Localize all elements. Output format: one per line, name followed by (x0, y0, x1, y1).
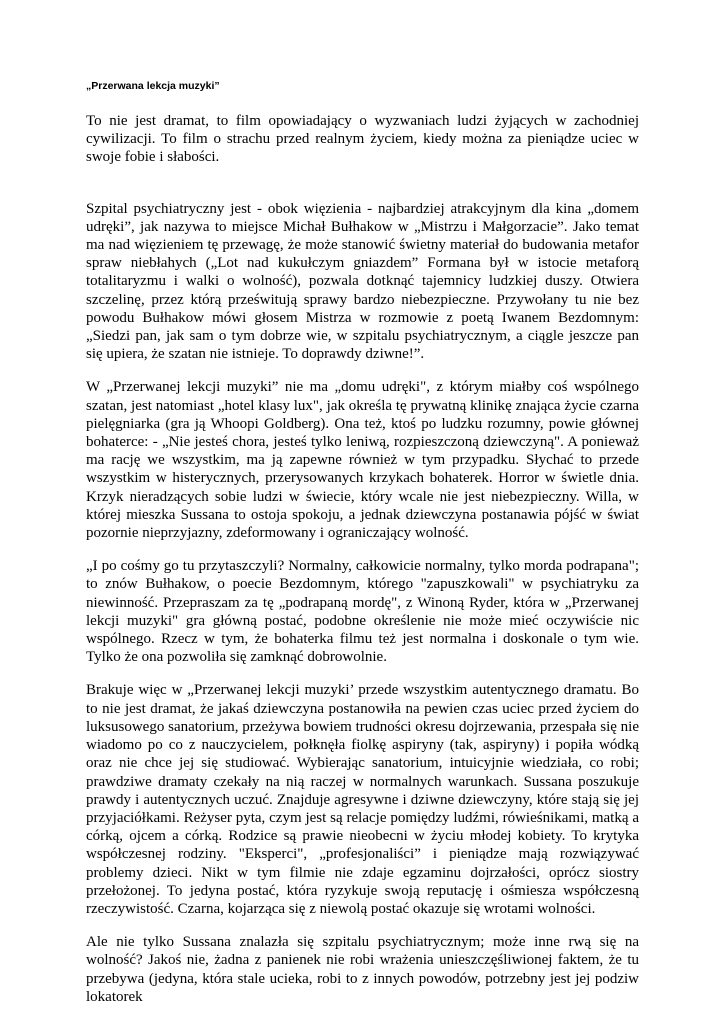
paragraph-3: W „Przerwanej lekcji muzyki” nie ma „domu udręki", z którym miałby coś wspólnego szatan, jest natomiast „hotel klasy lux", jak określa tę prywatną klinikę znająca życie czarna pielęgniarka (gra ją Whoopi Goldberg). Ona też, ktoś po ludzku rozumny, powie głównej bohaterce: - „Nie jesteś chora, jesteś tylko leniwą, rozpieszczoną dziewczyną". A ponieważ ma rację we wszystkim, ma ją zapewne również w tym przypadku. Słychać to przede wszystkim w histerycznych, przerysowanych krzykach bohaterek. Horror w świetle dnia. Krzyk nieradzących sobie ludzi w świecie, który wcale nie jest niebezpieczny. Willa, w której mieszka Sussana to ostoja spokoju, a jednak dziewczyna postanawia pójść w świat pozornie nieprzyjazny, zdeformowany i ograniczający wolność. (86, 379, 639, 542)
paragraph-4: „I po cośmy go tu przytaszczyli? Normalny, całkowicie normalny, tylko morda podrapana"; to znów Bułhakow, o poecie Bezdomnym, którego "zapuszkowali" w psychiatryku za niewinność. Przepraszam za tę „podrapaną mordę", z Winoną Ryder, która w „Przerwanej lekcji muzyki" gra główną postać, podobne określenie nie może mieć oczywiście nic wspólnego. Rzecz w tym, że bohaterka filmu też jest normalna i doskonale o tym wie. Tylko że ona pozwoliła się zamknąć dobrowolnie. (86, 558, 639, 666)
document-title: „Przerwana lekcja muzyki” (86, 80, 220, 92)
paragraph-2: Szpital psychiatryczny jest - obok więzienia - najbardziej atrakcyjnym dla kina „domem udręki”, jak nazywa to miejsce Michał Bułhakow w „Mistrzu i Małgorzacie”. Jako temat ma nad więzieniem tę przewagę, że może stanowić świetny materiał do budowania metafor spraw niebłahych („Lot nad kukułczym gniazdem” Formana był w istocie metaforą totalitaryzmu i walki o wolność), pozwala dotknąć tajemnicy ludzkiej duszy. Otwiera szczelinę, przez którą prześwitują sprawy bardzo niebezpieczne. Przywołany tu nie bez powodu Bułhakow mówi głosem Mistrza w rozmowie z poetą Iwanem Bezdomnym: „Siedzi pan, jak sam o tym dobrze wie, w szpitalu psychiatrycznym, a ciągle jeszcze pan się upiera, że szatan nie istnieje. To doprawdy dziwne!”. (86, 200, 639, 363)
document-page (86, 80, 639, 1021)
paragraph-6: Ale nie tylko Sussana znalazła się szpitalu psychiatrycznym; może inne rwą się na wolność? Jakoś nie, żadna z panienek nie robi wrażenia unieszczęśliwionej faktem, że tu przebywa (jedyna, która stale ucieka, robi to z innych powodów, potrzebny jest jej podziw lokatorek (86, 934, 639, 1005)
paragraph-5: Brakuje więc w „Przerwanej lekcji muzyki’ przede wszystkim autentycznego dramatu. Bo to nie jest dramat, że jakaś dziewczyna postanowiła na pewien czas uciec przed życiem do luksusowego sanatorium, przeżywa bowiem trudności okresu dojrzewania, przespała się nie wiadomo po co z nauczycielem, połknęła fiolkę aspiryny (tak, aspiryny) i popiła wódką oraz nie chce jej się studiować. Wybierając sanatorium, intuicyjnie wiedziała, co robi; prawdziwe dramaty czekały na nią raczej w normalnych warunkach. Sussana poszukuje prawdy i autentycznych uczuć. Znajduje agresywne i dziwne dziewczyny, które stają się jej przyjaciółkami. Reżyser pyta, czym jest są relacje pomiędzy ludźmi, rówieśnikami, matką a córką, ojcem a córką. Rodzice są prawie nieobecni w życiu młodej kobiety. To krytyka współczesnej rodziny. "Eksperci", „profesjonaliści” i pieniądze mają rozwiązywać problemy dzieci. Nikt w tym filmie nie zdaje egzaminu dojrzałości, oprócz siostry przełożonej. To jedyna postać, która ryzykuje swoją reputację i ośmiesza współczesną rzeczywistość. Czarna, kojarząca się z niewolą postać okazuje się wrotami wolności. (86, 682, 639, 917)
paragraph-intro: To nie jest dramat, to film opowiadający o wyzwaniach ludzi żyjących w zachodniej cywilizacji. To film o strachu przed realnym życiem, kiedy można za pieniądze uciec w swoje fobie i słabości. (86, 113, 639, 166)
